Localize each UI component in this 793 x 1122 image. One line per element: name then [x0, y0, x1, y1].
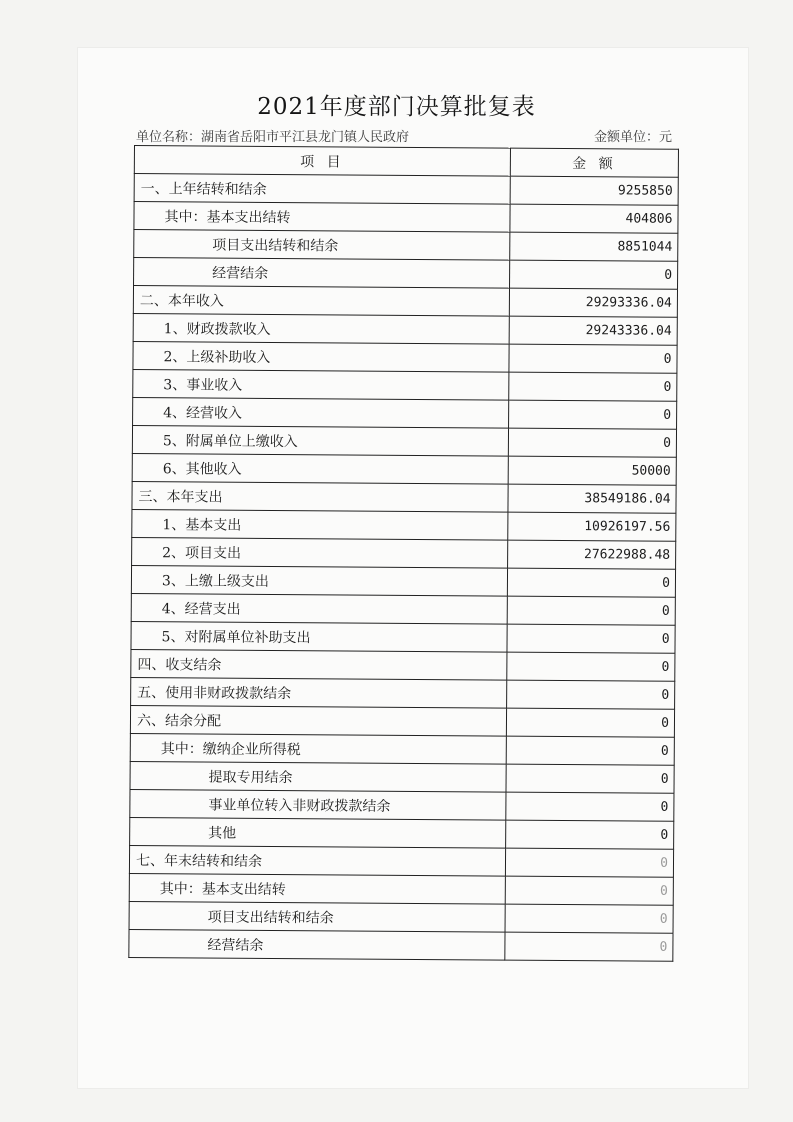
table-row	[130, 817, 674, 849]
row-label: 提取专用结余	[130, 761, 506, 792]
row-label: 二、本年收入	[133, 286, 509, 317]
table-row	[134, 258, 678, 290]
row-label: 一、上年结转和结余	[134, 174, 510, 205]
row-label: 其他	[130, 817, 506, 848]
row-label: 其中：基本支出结转	[129, 873, 505, 904]
table-row	[132, 453, 676, 485]
row-label: 6、其他收入	[132, 453, 508, 484]
row-label: 4、经营收入	[133, 397, 509, 428]
amount-unit: 金额单位：元	[593, 130, 672, 145]
row-label: 项目支出结转和结余	[134, 230, 510, 261]
row-amount: 0	[505, 932, 673, 961]
row-label: 5、对附属单位补助支出	[131, 621, 507, 652]
table-row	[133, 397, 677, 429]
row-amount: 0	[507, 680, 675, 709]
row-label: 四、收支结余	[131, 649, 507, 680]
table-row	[132, 425, 676, 457]
row-amount: 8851044	[510, 232, 678, 261]
table-row	[134, 230, 678, 262]
row-amount: 0	[505, 904, 673, 933]
row-label: 1、基本支出	[132, 509, 508, 540]
table-body	[129, 174, 678, 962]
row-amount: 0	[507, 624, 675, 653]
row-amount: 0	[507, 568, 675, 597]
row-label: 5、附属单位上缴收入	[132, 425, 508, 456]
row-amount: 0	[505, 876, 673, 905]
row-amount: 0	[506, 708, 674, 737]
row-amount: 0	[506, 820, 674, 849]
row-label: 4、经营支出	[131, 593, 507, 624]
table-row	[131, 621, 675, 653]
table-row	[131, 677, 675, 709]
row-amount: 0	[506, 736, 674, 765]
table-row	[130, 761, 674, 793]
row-amount: 29243336.04	[509, 316, 677, 345]
table-row	[131, 649, 675, 681]
row-amount: 38549186.04	[508, 484, 676, 513]
row-amount: 29293336.04	[509, 288, 677, 317]
row-label: 项目支出结转和结余	[129, 901, 505, 932]
row-amount: 0	[510, 260, 678, 289]
row-amount: 0	[507, 596, 675, 625]
row-label: 3、事业收入	[133, 369, 509, 400]
row-label: 3、上缴上级支出	[131, 565, 507, 596]
row-amount: 0	[508, 428, 676, 457]
row-amount: 27622988.48	[508, 540, 676, 569]
row-label: 1、财政拨款收入	[133, 313, 509, 344]
table-row	[131, 565, 675, 597]
row-amount: 0	[509, 372, 677, 401]
table-row	[132, 509, 676, 541]
row-amount: 404806	[510, 204, 678, 233]
table-row	[132, 481, 676, 513]
budget-table-frame	[128, 145, 679, 962]
row-label: 经营结余	[129, 929, 505, 960]
row-amount: 0	[509, 400, 677, 429]
row-amount: 0	[506, 792, 674, 821]
row-label: 六、结余分配	[130, 705, 506, 736]
table-row	[133, 313, 677, 345]
row-amount: 0	[509, 344, 677, 373]
header-amount: 金 额	[510, 148, 678, 177]
row-label: 其中：基本支出结转	[134, 202, 510, 233]
table-row	[129, 845, 673, 877]
row-label: 其中：缴纳企业所得税	[130, 733, 506, 764]
org-name: 单位名称：湖南省岳阳市平江县龙门镇人民政府	[136, 130, 410, 145]
row-label: 五、使用非财政拨款结余	[131, 677, 507, 708]
table-header-row	[134, 146, 678, 178]
row-label: 三、本年支出	[132, 481, 508, 512]
row-label: 事业单位转入非财政拨款结余	[130, 789, 506, 820]
row-amount: 0	[507, 652, 675, 681]
table-row	[129, 929, 673, 961]
table-row	[131, 593, 675, 625]
table-row	[132, 537, 676, 569]
page-title: 2021年度部门决算批复表	[257, 94, 536, 120]
budget-table	[128, 145, 679, 962]
table-row	[133, 341, 677, 373]
table-row	[133, 286, 677, 318]
row-label: 2、上级补助收入	[133, 341, 509, 372]
table-row	[133, 369, 677, 401]
row-amount: 0	[505, 848, 673, 877]
table-row	[134, 202, 678, 234]
row-amount: 50000	[508, 456, 676, 485]
table-row	[130, 733, 674, 765]
row-amount: 0	[506, 764, 674, 793]
row-label: 经营结余	[134, 258, 510, 289]
row-amount: 10926197.56	[508, 512, 676, 541]
table-row	[130, 789, 674, 821]
table-row	[130, 705, 674, 737]
table-row	[134, 174, 678, 206]
row-amount: 9255850	[510, 176, 678, 205]
table-row	[129, 873, 673, 905]
table-row	[129, 901, 673, 933]
row-label: 七、年末结转和结余	[129, 845, 505, 876]
row-label: 2、项目支出	[132, 537, 508, 568]
header-item: 项 目	[134, 146, 510, 177]
